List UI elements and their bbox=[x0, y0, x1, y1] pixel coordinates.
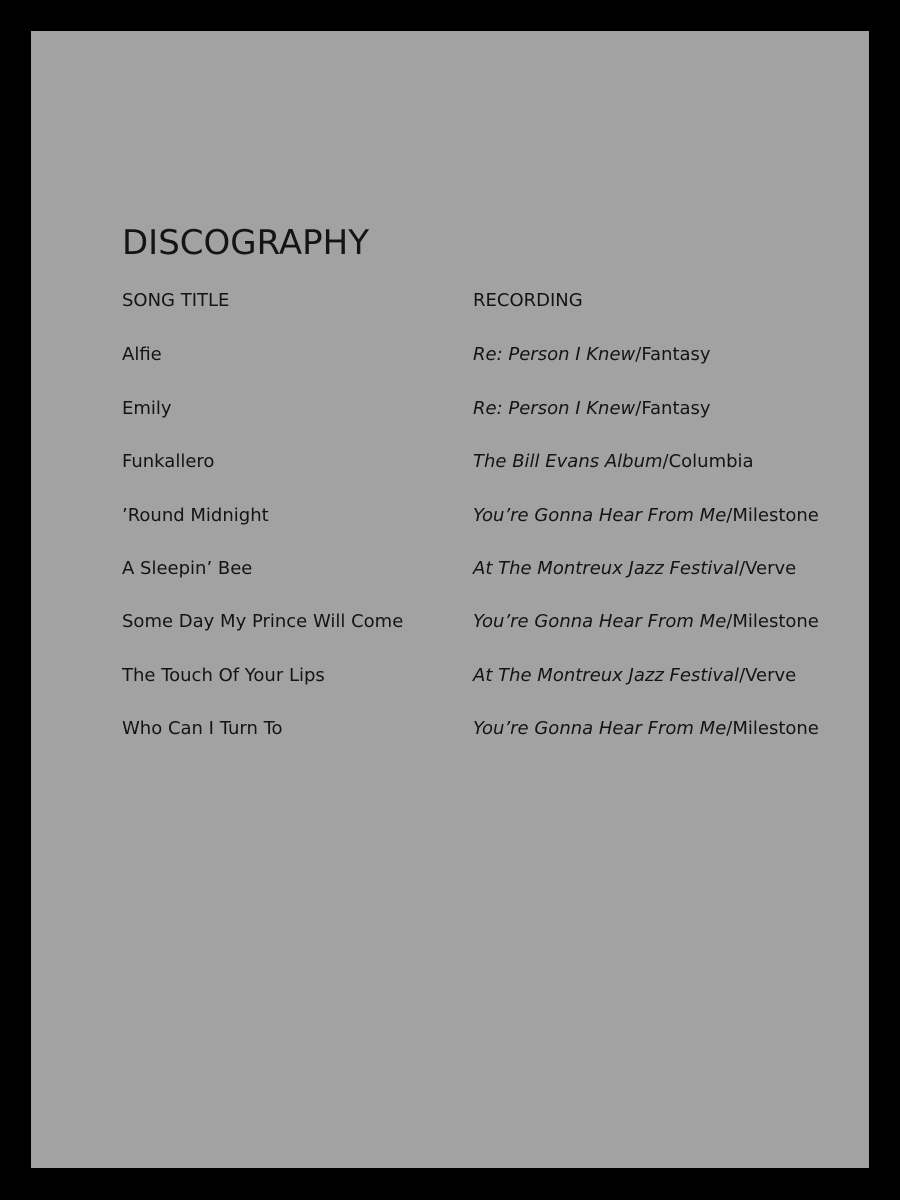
album-title: Re: Person I Knew bbox=[473, 344, 636, 365]
song-title: Funkallero bbox=[122, 451, 215, 472]
table-row bbox=[31, 608, 869, 636]
recording bbox=[473, 395, 711, 423]
recording bbox=[473, 341, 711, 369]
record-label: /Columbia bbox=[662, 451, 754, 472]
record-label: /Milestone bbox=[726, 718, 819, 739]
song-title: Who Can I Turn To bbox=[122, 718, 283, 739]
album-title: The Bill Evans Album bbox=[473, 451, 663, 472]
table-row bbox=[31, 715, 869, 743]
record-label: /Milestone bbox=[726, 611, 819, 632]
record-label: /Fantasy bbox=[635, 398, 711, 419]
album-title: At The Montreux Jazz Festival bbox=[473, 665, 740, 686]
table-row bbox=[31, 341, 869, 369]
table-row bbox=[31, 555, 869, 583]
song-title: Emily bbox=[122, 398, 172, 419]
recording bbox=[473, 448, 754, 476]
recording bbox=[473, 502, 819, 530]
album-title: You’re Gonna Hear From Me bbox=[473, 505, 727, 526]
album-title: At The Montreux Jazz Festival bbox=[473, 558, 740, 579]
song-title: ’Round Midnight bbox=[122, 505, 269, 526]
recording bbox=[473, 662, 796, 690]
song-title: Alfie bbox=[122, 344, 162, 365]
table-row bbox=[31, 448, 869, 476]
record-label: /Verve bbox=[739, 665, 797, 686]
table-row bbox=[31, 395, 869, 423]
album-title: You’re Gonna Hear From Me bbox=[473, 718, 727, 739]
album-title: You’re Gonna Hear From Me bbox=[473, 611, 727, 632]
record-label: /Milestone bbox=[726, 505, 819, 526]
recording bbox=[473, 715, 819, 743]
album-title: Re: Person I Knew bbox=[473, 398, 636, 419]
song-title: A Sleepin’ Bee bbox=[122, 558, 253, 579]
recording bbox=[473, 555, 796, 583]
song-title: The Touch Of Your Lips bbox=[122, 665, 325, 686]
column-header-song-title: SONG TITLE bbox=[122, 290, 230, 311]
page-title: DISCOGRAPHY bbox=[122, 223, 369, 263]
document-page bbox=[31, 31, 869, 1168]
table-row bbox=[31, 662, 869, 690]
song-title: Some Day My Prince Will Come bbox=[122, 611, 404, 632]
record-label: /Fantasy bbox=[635, 344, 711, 365]
column-header-recording: RECORDING bbox=[473, 290, 583, 311]
recording bbox=[473, 608, 819, 636]
table-row bbox=[31, 502, 869, 530]
record-label: /Verve bbox=[739, 558, 797, 579]
